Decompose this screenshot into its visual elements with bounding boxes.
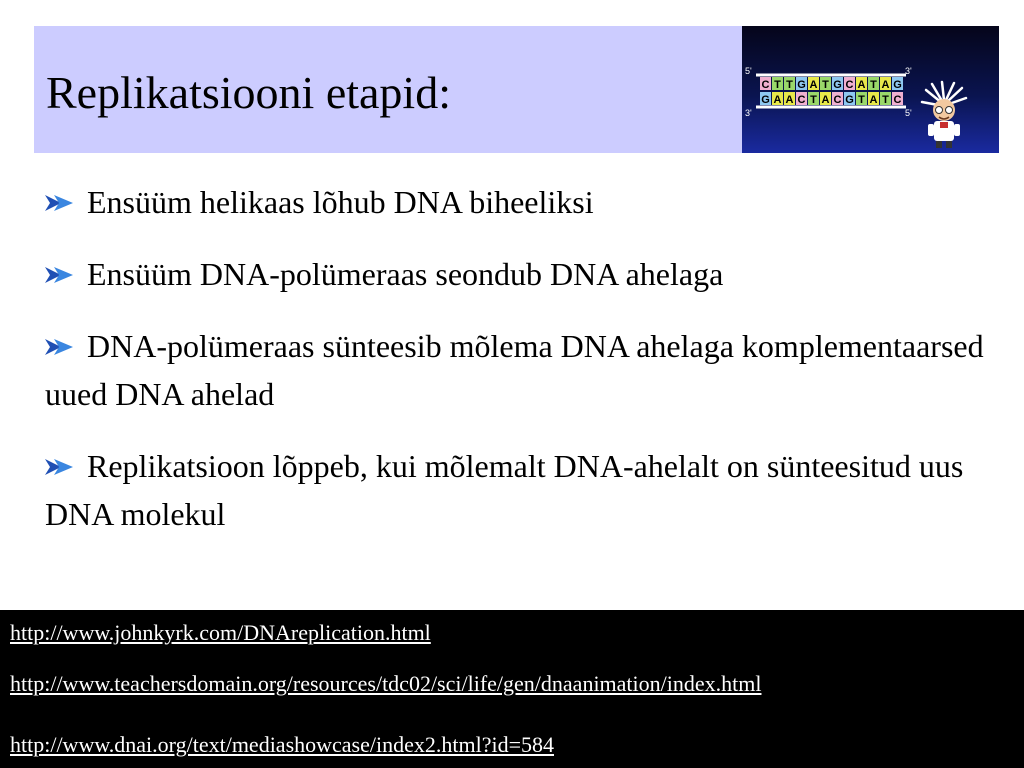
base-bottom-letter: G bbox=[761, 94, 770, 106]
base-top-letter: T bbox=[822, 79, 829, 91]
arrow-bullet-icon bbox=[45, 336, 77, 358]
base-bottom-letter: T bbox=[810, 94, 817, 106]
strand-end-label: 3' bbox=[905, 66, 912, 76]
base-bottom-letter: A bbox=[785, 94, 794, 106]
base-bottom-letter: T bbox=[882, 94, 889, 106]
base-top-letter: G bbox=[893, 79, 902, 91]
base-bottom-letter: A bbox=[821, 94, 830, 106]
bullet-text: DNA-polümeraas sünteesib mõlema DNA ahelaga komplementaarsed uued DNA ahelad bbox=[45, 328, 984, 412]
base-bottom-letter: T bbox=[858, 94, 865, 106]
bullet-item bbox=[45, 442, 995, 538]
title-bar bbox=[34, 26, 742, 153]
bullet-text: Ensüüm helikaas lõhub DNA biheeliksi bbox=[87, 184, 594, 220]
strand-end-label: 5' bbox=[905, 108, 912, 118]
base-bottom-letter: C bbox=[833, 94, 842, 106]
strand-end-label: 5' bbox=[745, 66, 752, 76]
bullet-list bbox=[45, 178, 995, 562]
base-top-letter: C bbox=[761, 79, 770, 91]
base-bottom-letter: A bbox=[869, 94, 878, 106]
dna-illustration-svg bbox=[742, 26, 999, 153]
link-johnkyrk[interactable]: http://www.johnkyrk.com/DNAreplication.html bbox=[10, 620, 431, 645]
base-top-letter: A bbox=[809, 79, 818, 91]
base-bottom-letter: G bbox=[845, 94, 854, 106]
base-top-letter: T bbox=[870, 79, 877, 91]
bullet-item bbox=[45, 322, 995, 418]
link-teachersdomain[interactable]: http://www.teachersdomain.org/resources/tdc02/sci/life/gen/dnaanimation/index.html bbox=[10, 671, 762, 696]
arrow-bullet-icon bbox=[45, 264, 77, 286]
slide-title: Replikatsiooni etapid: bbox=[46, 67, 451, 118]
dna-illustration bbox=[742, 26, 999, 153]
links-panel bbox=[0, 610, 1024, 768]
bullet-item bbox=[45, 178, 995, 226]
strand-end-label: 3' bbox=[745, 108, 752, 118]
link-dnai[interactable]: http://www.dnai.org/text/mediashowcase/index2.html?id=584 bbox=[10, 732, 554, 757]
base-top-letter: A bbox=[857, 79, 866, 91]
bullet-item bbox=[45, 250, 995, 298]
base-top-letter: C bbox=[845, 79, 854, 91]
base-bottom-letter: C bbox=[797, 94, 806, 106]
arrow-bullet-icon bbox=[45, 192, 77, 214]
base-top-letter: A bbox=[881, 79, 890, 91]
base-top-letter: G bbox=[797, 79, 806, 91]
bullet-text: Replikatsioon lõppeb, kui mõlemalt DNA-ahelalt on sünteesitud uus DNA molekul bbox=[45, 448, 964, 532]
base-top-letter: G bbox=[833, 79, 842, 91]
base-bottom-letter: A bbox=[773, 94, 782, 106]
arrow-bullet-icon bbox=[45, 456, 77, 478]
bullet-text: Ensüüm DNA-polümeraas seondub DNA ahelaga bbox=[87, 256, 724, 292]
base-bottom-letter: C bbox=[893, 94, 902, 106]
base-top-letter: T bbox=[786, 79, 793, 91]
base-top-letter: T bbox=[774, 79, 781, 91]
